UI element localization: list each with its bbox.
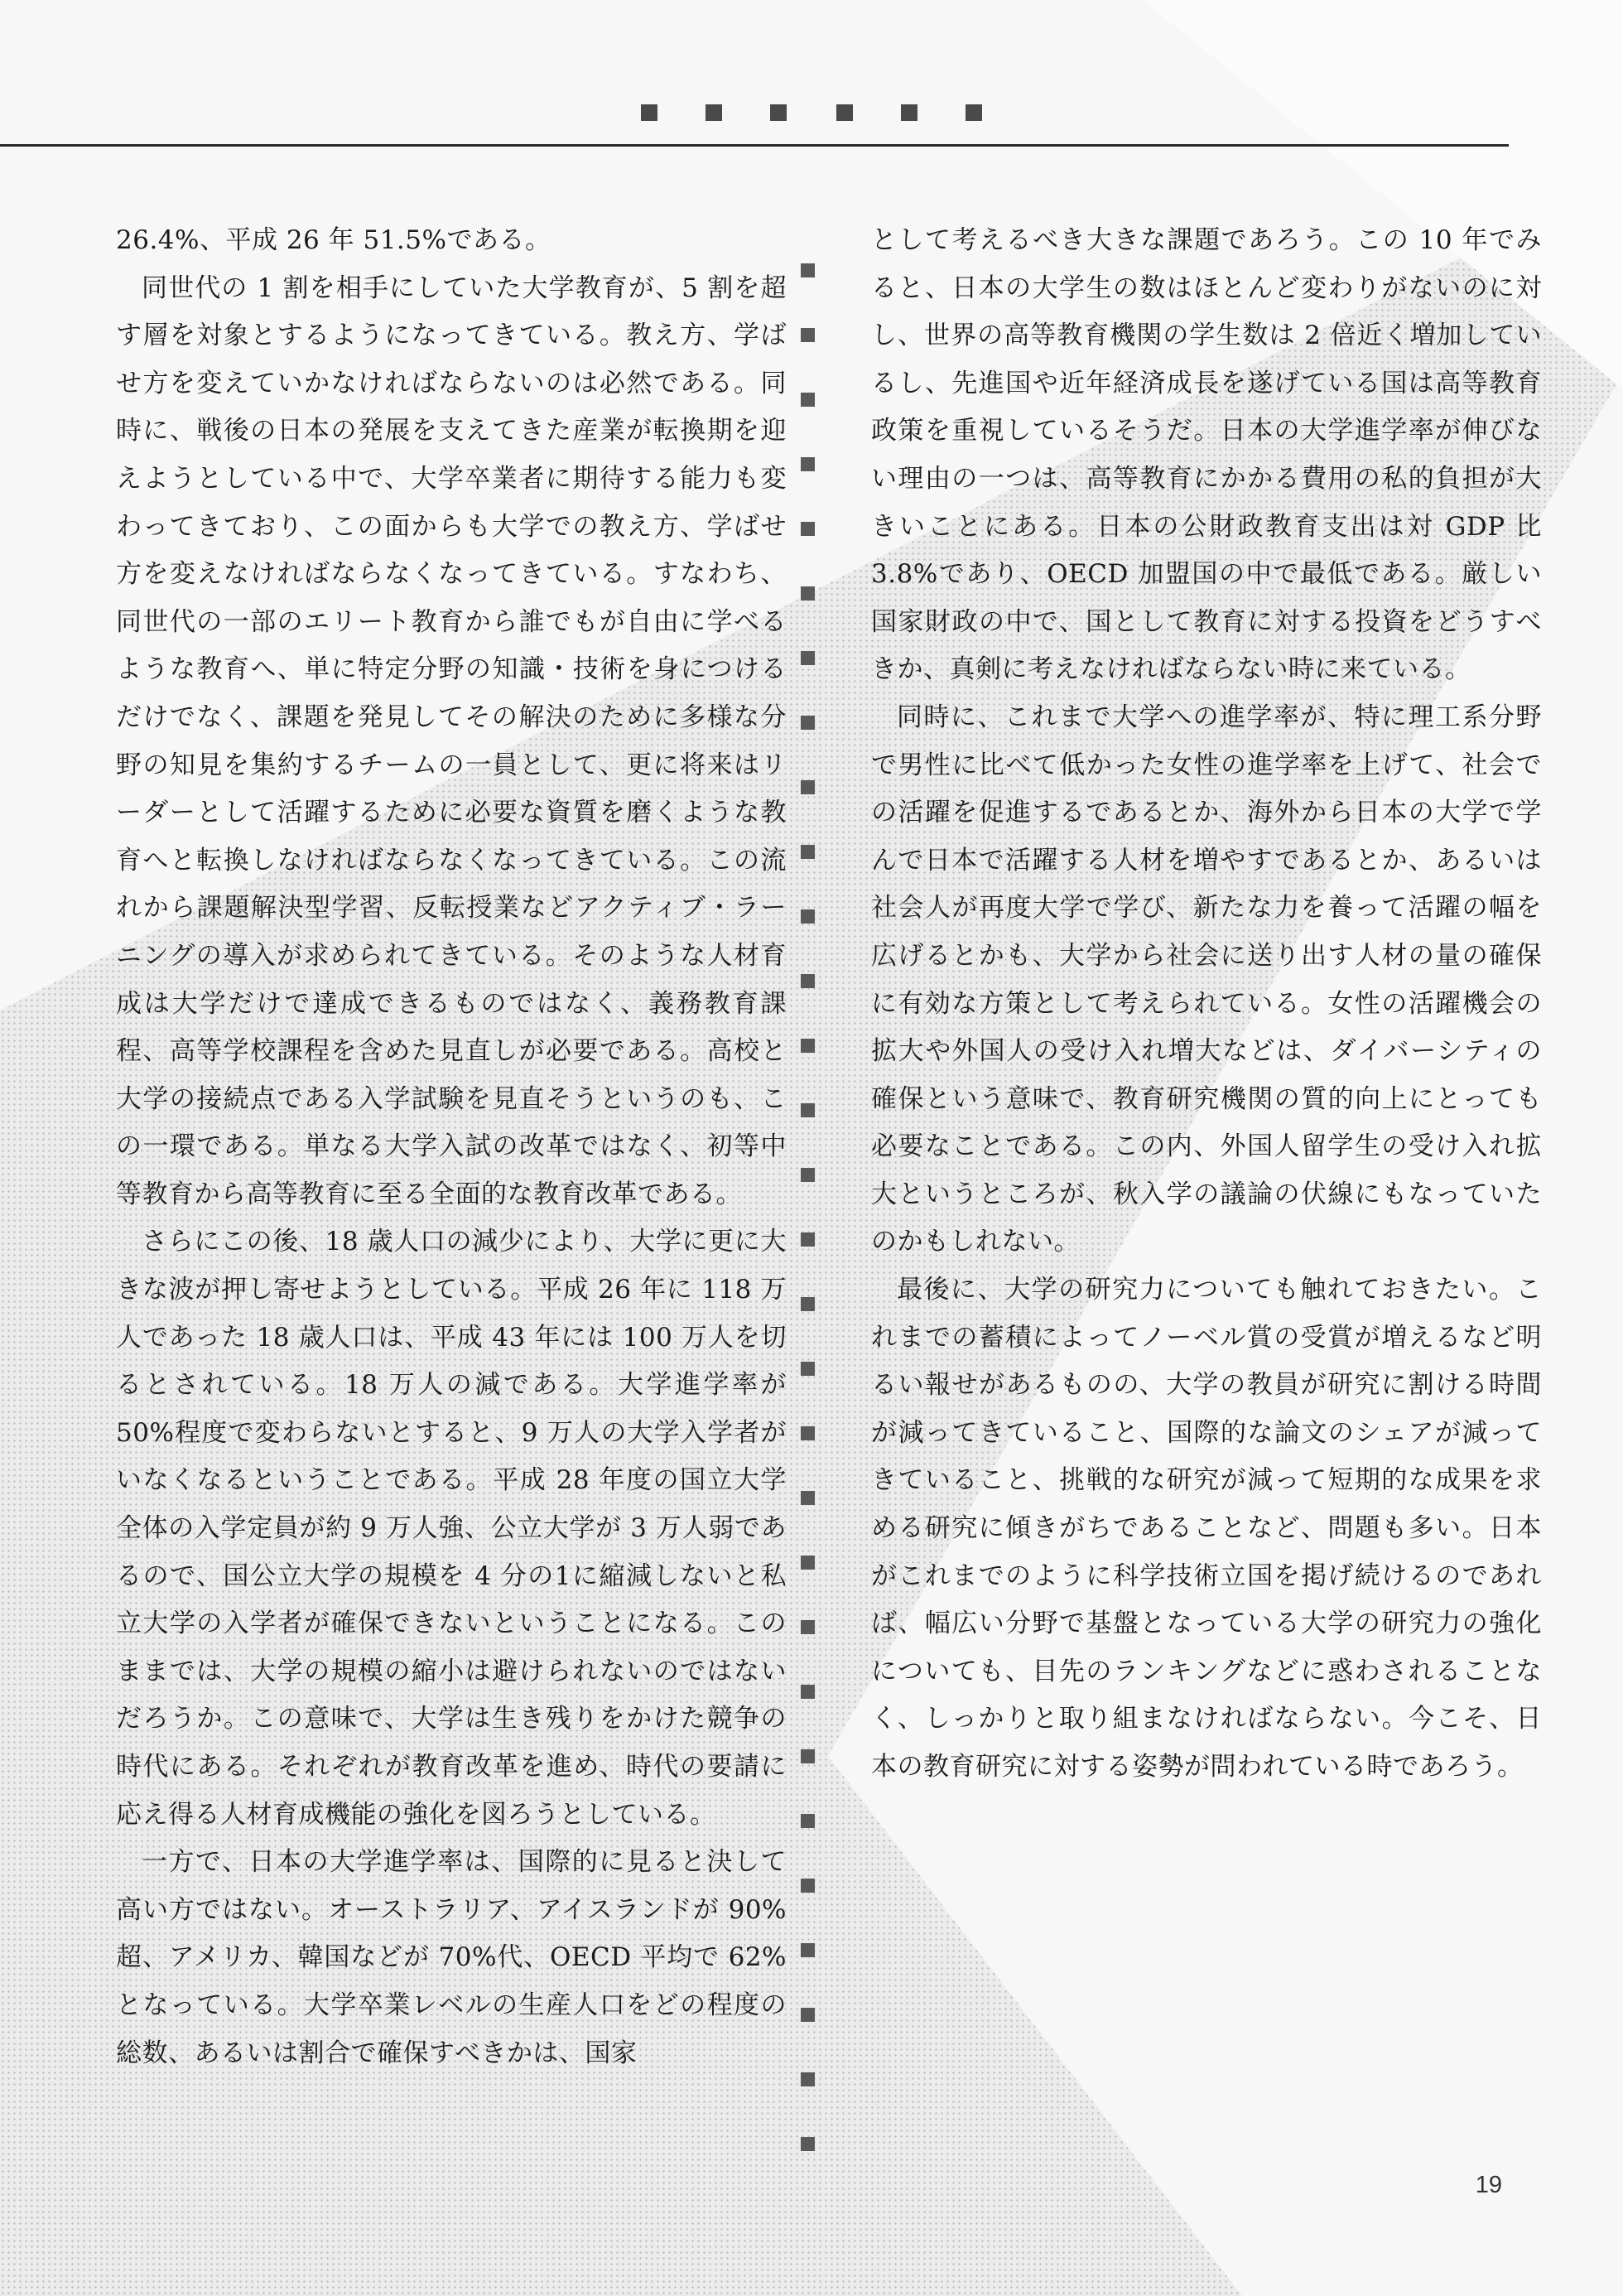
divider-dot [801, 457, 815, 471]
paragraph: 同時に、これまで大学への進学率が、特に理工系分野で男性に比べて低かった女性の進学率を上げて、社会での活躍を促進するであるとか、海外から日本の大学で学んで日本で活躍する人材を増やすであるとか、あるいは社会人が再度大学で学び、新たな力を養って活躍の幅を広げるとかも、大学から社会に送り出す人材の量の確保に有効な方策として考えられている。女性の活躍機会の拡大や外国人の受け入れ増大などは、ダイバーシティの確保という意味で、教育研究機関の質的向上にとっても必要なことである。この内、外国人留学生の受け入れ拡大というところが、秋入学の議論の伏線にもなっていたのかもしれない。 [871, 702, 1542, 1257]
divider-dot [801, 1685, 815, 1699]
divider-dot [801, 845, 815, 859]
divider-dot [801, 1943, 815, 1957]
divider-dot [801, 1556, 815, 1570]
divider-dot [801, 1297, 815, 1311]
left-text-column [116, 217, 787, 2077]
divider-dot [801, 1749, 815, 1763]
divider-dot [801, 909, 815, 924]
divider-dot [801, 1620, 815, 1634]
paragraph: 同世代の 1 割を相手にしていた大学教育が、5 割を超す層を対象とするようになってきている。教え方、学ばせ方を変えていかなければならないのは必然である。同時に、戦後の日本の発展を支えてきた産業が転換期を迎えようとしている中で、大学卒業者に期待する能力も変わってきており、この面からも大学での教え方、学ばせ方を変えなければならなくなってきている。すなわち、同世代の一部のエリート教育から誰でもが自由に学べるような教育へ、単に特定分野の知識・技術を身につけるだけでなく、課題を発見してその解決のために多様な分野の知見を集約するチームの一員として、更に将来はリーダーとして活躍するために必要な資質を磨くような教育へと転換しなければならなくなってきている。この流れから課題解決型学習、反転授業などアクティブ・ラーニングの導入が求められてきている。そのような人材育成は大学だけで達成できるものではなく、義務教育課程、高等学校課程を含めた見直しが必要である。高校と大学の接続点である入学試験を見直そうというのも、この一環である。単なる大学入試の改革ではなく、初等中等教育から高等教育に至る全面的な教育改革である。 [116, 273, 787, 1209]
paragraph: 一方で、日本の大学進学率は、国際的に見ると決して高い方ではない。オーストラリア、アイスランドが 90%超、アメリカ、韓国などが 70%代、OECD 平均で 62%となっている。大学卒業レベルの生産人口をどの程度の総数、あるいは割合で確保すべきかは、国家 [116, 1847, 787, 2068]
header-square [641, 104, 657, 121]
divider-dot [801, 393, 815, 407]
header-square [966, 104, 982, 121]
divider-dot [801, 2008, 815, 2022]
divider-dot [801, 586, 815, 601]
header-square [706, 104, 722, 121]
divider-dot [801, 263, 815, 277]
header-square [901, 104, 917, 121]
divider-dot [801, 780, 815, 794]
paragraph: として考えるべき大きな課題であろう。この 10 年でみると、日本の大学生の数はほとんど変わりがないのに対し、世界の高等教育機関の学生数は 2 倍近く増加しているし、先進国や近年経済成長を遂げている国は高等教育政策を重視しているそうだ。日本の大学進学率が伸びない理由の一つは、高等教育にかかる費用の私的負担が大きいことにある。日本の公財政教育支出は対 GDP 比 3.8%であり、OECD 加盟国の中で最低である。厳しい国家財政の中で、国として教育に対する投資をどうすべきか、真剣に考えなければならない時に来ている。 [871, 225, 1542, 685]
header-square [836, 104, 853, 121]
paragraph: 最後に、大学の研究力についても触れておきたい。これまでの蓄積によってノーベル賞の受賞が増えるなど明るい報せがあるものの、大学の教員が研究に割ける時間が減ってきていること、国際的な論文のシェアが減ってきていること、挑戦的な研究が減って短期的な成果を求める研究に傾きがちであることなど、問題も多い。日本がこれまでのように科学技術立国を掲げ続けるのであれば、幅広い分野で基盤となっている大学の研究力の強化についても、目先のランキングなどに惑わされることなく、しっかりと取り組まなければならない。今こそ、日本の教育研究に対する姿勢が問われている時であろう。 [871, 1275, 1542, 1782]
page-number: 19 [1475, 2172, 1502, 2198]
paragraph: 26.4%、平成 26 年 51.5%である。 [116, 225, 551, 255]
divider-dot [801, 716, 815, 730]
header-decoration [0, 0, 1623, 166]
header-square [770, 104, 787, 121]
divider-dot [801, 974, 815, 988]
right-text-column [871, 217, 1542, 1792]
divider-dot [801, 1232, 815, 1247]
column-divider-dots [801, 263, 821, 2202]
divider-dot [801, 1426, 815, 1440]
divider-dot [801, 522, 815, 536]
divider-dot [801, 1491, 815, 1505]
divider-dot [801, 328, 815, 342]
header-rule [0, 144, 1509, 147]
divider-dot [801, 2137, 815, 2151]
divider-dot [801, 1362, 815, 1376]
divider-dot [801, 1039, 815, 1053]
divider-dot [801, 1103, 815, 1117]
paragraph: さらにこの後、18 歳人口の減少により、大学に更に大きな波が押し寄せようとしている。平成 26 年に 118 万人であった 18 歳人口は、平成 43 年には 100 万人を切るとされている。18 万人の減である。大学進学率が 50%程度で変わらないとすると、9 万人の大学入学者がいなくなるということである。平成 28 年度の国立大学全体の入学定員が約 9 万人強、公立大学が 3 万人弱であるので、国公立大学の規模を 4 分の1に縮減しないと私立大学の入学者が確保できないということになる。このままでは、大学の規模の縮小は避けられないのではないだろうか。この意味で、大学は生き残りをかけた競争の時代にある。それぞれが教育改革を進め、時代の要請に応え得る人材育成機能の強化を図ろうとしている。 [116, 1227, 787, 1830]
divider-dot [801, 1168, 815, 1182]
divider-dot [801, 2072, 815, 2086]
divider-dot [801, 1879, 815, 1893]
divider-dot [801, 1814, 815, 1828]
divider-dot [801, 651, 815, 665]
